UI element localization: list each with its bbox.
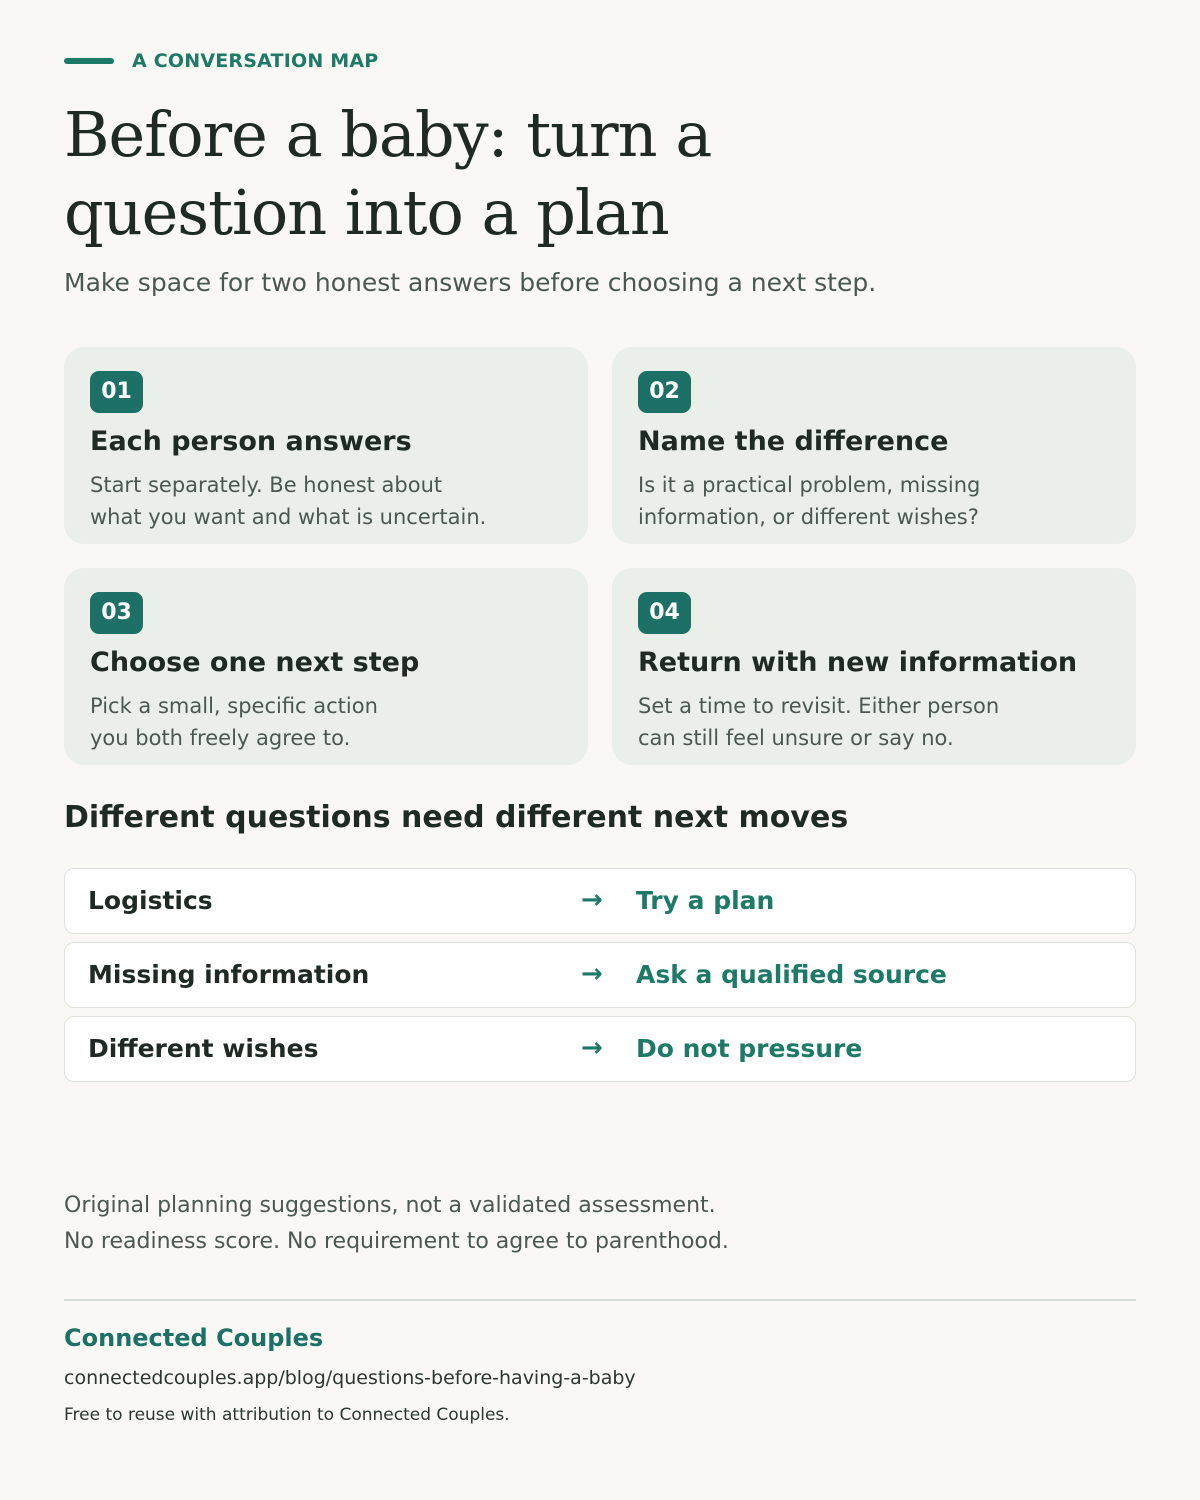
arrow-right-icon: → [581, 1033, 603, 1063]
step-description-line-2: can still feel unsure or say no. [638, 726, 954, 750]
step-description-line-1: Pick a small, specific action [90, 694, 378, 718]
move-question: Logistics [88, 886, 213, 915]
step-description-line-2: you both freely agree to. [90, 726, 351, 750]
step-description [90, 469, 550, 533]
step-description-line-1: Set a time to revisit. Either person [638, 694, 1000, 718]
step-card-4 [612, 568, 1136, 765]
disclaimer-line-2: No readiness score. No requirement to agree to parenthood. [64, 1229, 729, 1254]
step-description-line-2: what you want and what is uncertain. [90, 505, 487, 529]
license-note: Free to reuse with attribution to Connected Couples. [64, 1405, 510, 1425]
eyebrow-accent-bar [64, 58, 114, 64]
move-row-logistics [64, 868, 1136, 934]
arrow-right-icon: → [581, 959, 603, 989]
step-title: Return with new information [638, 647, 1078, 678]
arrow-right-icon: → [581, 885, 603, 915]
step-card-2 [612, 347, 1136, 544]
source-url: connectedcouples.app/blog/questions-before-having-a-baby [64, 1367, 636, 1389]
move-question: Different wishes [88, 1034, 319, 1063]
step-card-1 [64, 347, 588, 544]
move-action: Do not pressure [636, 1034, 863, 1063]
move-row-missing-information [64, 942, 1136, 1008]
eyebrow-label: A CONVERSATION MAP [132, 50, 379, 72]
brand-name: Connected Couples [64, 1324, 324, 1352]
step-number-badge: 04 [638, 592, 691, 634]
step-card-3 [64, 568, 588, 765]
footer-divider [64, 1299, 1136, 1301]
step-number-badge: 03 [90, 592, 143, 634]
move-action: Try a plan [636, 886, 775, 915]
step-title: Each person answers [90, 426, 412, 457]
step-number-badge: 02 [638, 371, 691, 413]
moves-section-title: Different questions need different next moves [64, 800, 849, 835]
title-line-1: Before a baby: turn a [64, 98, 712, 171]
disclaimer-note [64, 1188, 729, 1260]
step-description [638, 469, 1098, 533]
move-action: Ask a qualified source [636, 960, 947, 989]
title-line-2: question into a plan [64, 176, 669, 249]
move-question: Missing information [88, 960, 370, 989]
step-description [638, 690, 1098, 754]
move-row-different-wishes [64, 1016, 1136, 1082]
page-title [64, 96, 964, 252]
step-description-line-2: information, or different wishes? [638, 505, 979, 529]
step-description-line-1: Start separately. Be honest about [90, 473, 443, 497]
step-title: Name the difference [638, 426, 949, 457]
step-description [90, 690, 550, 754]
disclaimer-line-1: Original planning suggestions, not a validated assessment. [64, 1193, 716, 1218]
page-subtitle: Make space for two honest answers before choosing a next step. [64, 268, 877, 297]
step-number-badge: 01 [90, 371, 143, 413]
eyebrow [64, 50, 378, 72]
step-description-line-1: Is it a practical problem, missing [638, 473, 981, 497]
step-title: Choose one next step [90, 647, 420, 678]
